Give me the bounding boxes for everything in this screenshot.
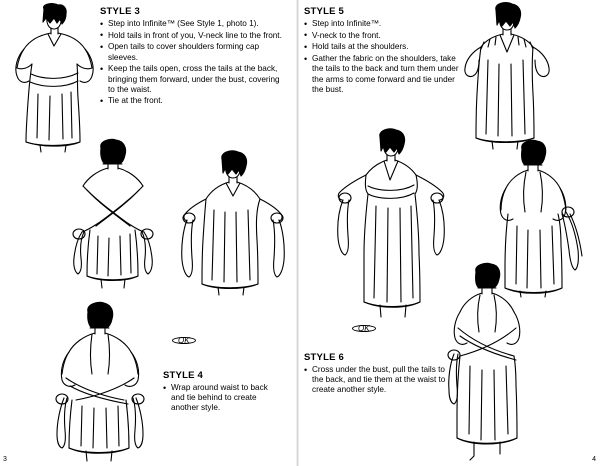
list-item: • V-neck to the front. — [304, 31, 460, 41]
list-item: • Step into Infinite™. — [304, 19, 460, 29]
style-4-bullets — [163, 383, 283, 414]
list-item: • Keep the tails open, cross the tails at the back, bringing them forward, under the bust, covering to the waist. — [100, 64, 286, 95]
style-6-bullets — [304, 365, 454, 396]
figure-style5-front-tie — [332, 128, 450, 318]
figure-style5-front-shoulders — [452, 2, 562, 150]
list-item: • Cross under the bust, pull the tails to the back, and tie them at the waist to create another style. — [304, 365, 454, 396]
figure-style3-front — [8, 2, 100, 152]
style-5-bullets — [304, 19, 460, 95]
book-spine — [296, 0, 299, 466]
figure-style4-back-tie — [40, 300, 158, 462]
style-5-title: STYLE 5 — [304, 6, 344, 17]
ok-mark-right — [352, 324, 376, 333]
style-6-text-block — [304, 352, 454, 397]
page-number-right: 4 — [592, 456, 596, 463]
figure-style3-front-tails — [178, 150, 290, 296]
figure-style3-back-wrap — [62, 138, 164, 290]
list-item: • Wrap around waist to back and tie behind to create another style. — [163, 383, 283, 414]
list-item: • Hold tails at the shoulders. — [304, 42, 460, 52]
style-3-text-block — [100, 6, 286, 108]
page-number-left: 3 — [3, 456, 7, 463]
list-item: • Open tails to cover shoulders forming cap sleeves. — [100, 42, 286, 62]
style-6-title: STYLE 6 — [304, 352, 344, 363]
list-item: • Step into Infinite™ (See Style 1, photo 1). — [100, 19, 286, 29]
style-4-title: STYLE 4 — [163, 370, 203, 381]
ok-label: OK — [178, 336, 190, 345]
style-3-bullets — [100, 19, 286, 107]
list-item: • Gather the fabric on the shoulders, take the tails to the back and turn them under the arms to come forward and tie under the bust. — [304, 54, 460, 95]
style-4-text-block — [163, 370, 283, 415]
list-item: • Hold tails in front of you, V-neck line to the front. — [100, 31, 286, 41]
style-3-title: STYLE 3 — [100, 6, 140, 17]
ok-mark-left — [172, 336, 196, 345]
style-5-text-block — [304, 6, 460, 96]
list-item: • Tie at the front. — [100, 96, 286, 106]
ok-label: OK — [358, 324, 370, 333]
